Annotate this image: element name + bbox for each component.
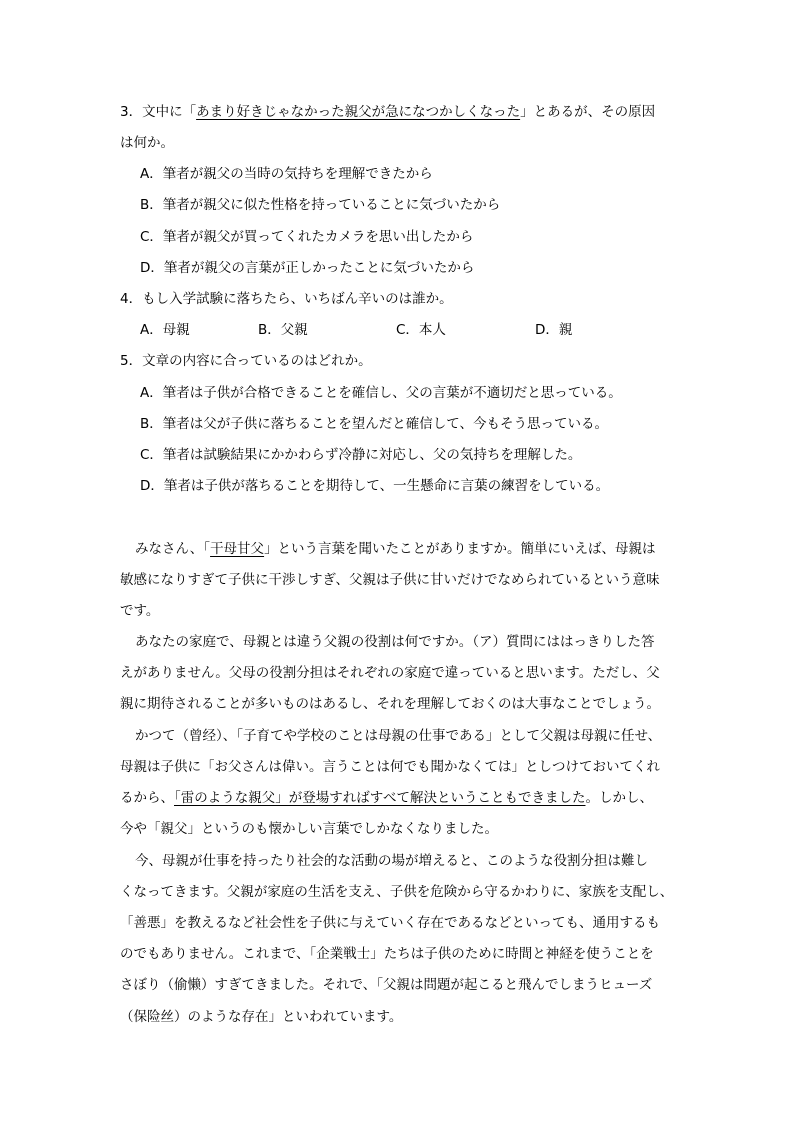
- question-3-suffix: 」とあるが、その原因: [520, 104, 656, 120]
- question-3-option-c: C．筆者が親父が買ってくれたカメラを思い出したから: [140, 229, 474, 245]
- passage-p4-line6: （保险丝）のような存在」といわれています。: [120, 1009, 403, 1025]
- question-4-option-c: C．本人: [396, 322, 446, 338]
- passage-p1-line2: 敏感になりすぎて子供に干渉しすぎ、父親は子供に甘いだけでなめられているという意味: [120, 572, 660, 588]
- question-3-quote: あまり好きじゃなかった親父が急になつかしくなった: [196, 104, 521, 120]
- passage-p1-line3: です。: [120, 603, 160, 619]
- question-5-text: 5．文章の内容に合っているのはどれか。: [120, 353, 372, 369]
- passage-p2-line2: えがありません。父母の役割分担はそれぞれの家庭で違っていると思います。ただし、父: [120, 665, 660, 681]
- passage-p3-l3a: るから、: [120, 790, 174, 806]
- passage-underlined-sentence: 「雷のような親父」が登場すればすべて解決ということもできました: [174, 790, 586, 806]
- passage-p4-line4: のでもありません。これまで、「企業戦士」たちは子供のために時間と神経を使うことを: [120, 946, 654, 962]
- question-3-line1: [120, 103, 655, 121]
- question-5-option-b: B．筆者は父が子供に落ちることを望んだと確信して、今もそう思っている。: [140, 416, 608, 432]
- question-5-option-c: C．筆者は試験結果にかかわらず冷静に対応し、父の気持ちを理解した。: [140, 447, 582, 463]
- question-5-option-d: D．筆者は子供が落ちることを期待して、一生懸命に言葉の練習をしている。: [140, 478, 610, 494]
- passage-p1-a: みなさん、「: [135, 541, 211, 557]
- passage-p4-line5: さぼり（偷懒）すぎてきました。それで、「父親は問題が起こると飛んでしまうヒューズ: [120, 977, 653, 993]
- passage-p4-line2: くなってきます。父親が家庭の生活を支え、子供を危険から守るかわりに、家族を支配し、: [120, 884, 674, 900]
- passage-p3-l3b: 。しかし、: [585, 790, 653, 806]
- passage-p1-line1: [135, 540, 656, 558]
- question-4-option-a: A．母親: [140, 322, 190, 338]
- question-3-option-d: D．筆者が親父の言葉が正しかったことに気づいたから: [140, 260, 475, 276]
- passage-p2-line3: 親に期待されることが多いものはあるし、それを理解しておくのは大事なことでしょう。: [120, 696, 660, 712]
- question-3-line2: は何か。: [120, 135, 174, 151]
- question-4-text: 4．もし入学試験に落ちたら、いちばん辛いのは誰か。: [120, 291, 453, 307]
- passage-p4-line1: 今、母親が仕事を持ったり社会的な活動の場が増えると、このような役割分担は難し: [135, 853, 648, 869]
- question-3-prefix: 3．文中に「: [120, 104, 197, 120]
- question-4-option-b: B．父親: [258, 322, 308, 338]
- passage-term-underlined: 干母甘父: [210, 541, 265, 557]
- passage-p1-b: 」という言葉を聞いたことがありますか。簡単にいえば、母親は: [264, 541, 656, 557]
- question-3-option-a: A．筆者が親父の当時の気持ちを理解できたから: [140, 166, 433, 182]
- passage-p3-line4: 今や「親父」というのも懐かしい言葉でしかなくなりました。: [120, 821, 498, 837]
- question-3-option-b: B．筆者が親父に似た性格を持っていることに気づいたから: [140, 197, 501, 213]
- passage-p3-line1: かつて（曾经）、「子育てや学校のことは母親の仕事である」として父親は母親に任せ、: [135, 728, 662, 744]
- passage-p3-line3: [120, 789, 653, 807]
- passage-p4-line3: 「善悪」を教えるなど社会性を子供に与えていく存在であるなどといっても、通用するも: [120, 915, 660, 931]
- question-4-option-d: D．親: [535, 322, 573, 338]
- question-5-option-a: A．筆者は子供が合格できることを確信し、父の言葉が不適切だと思っている。: [140, 385, 622, 401]
- passage-p3-line2: 母親は子供に「お父さんは偉い。言うことは何でも聞かなくては」としつけておいてくれ: [120, 759, 660, 775]
- passage-p2-line1: あなたの家庭で、母親とは違う父親の役割は何ですか。（ア）質問にははっきりした答: [135, 634, 655, 650]
